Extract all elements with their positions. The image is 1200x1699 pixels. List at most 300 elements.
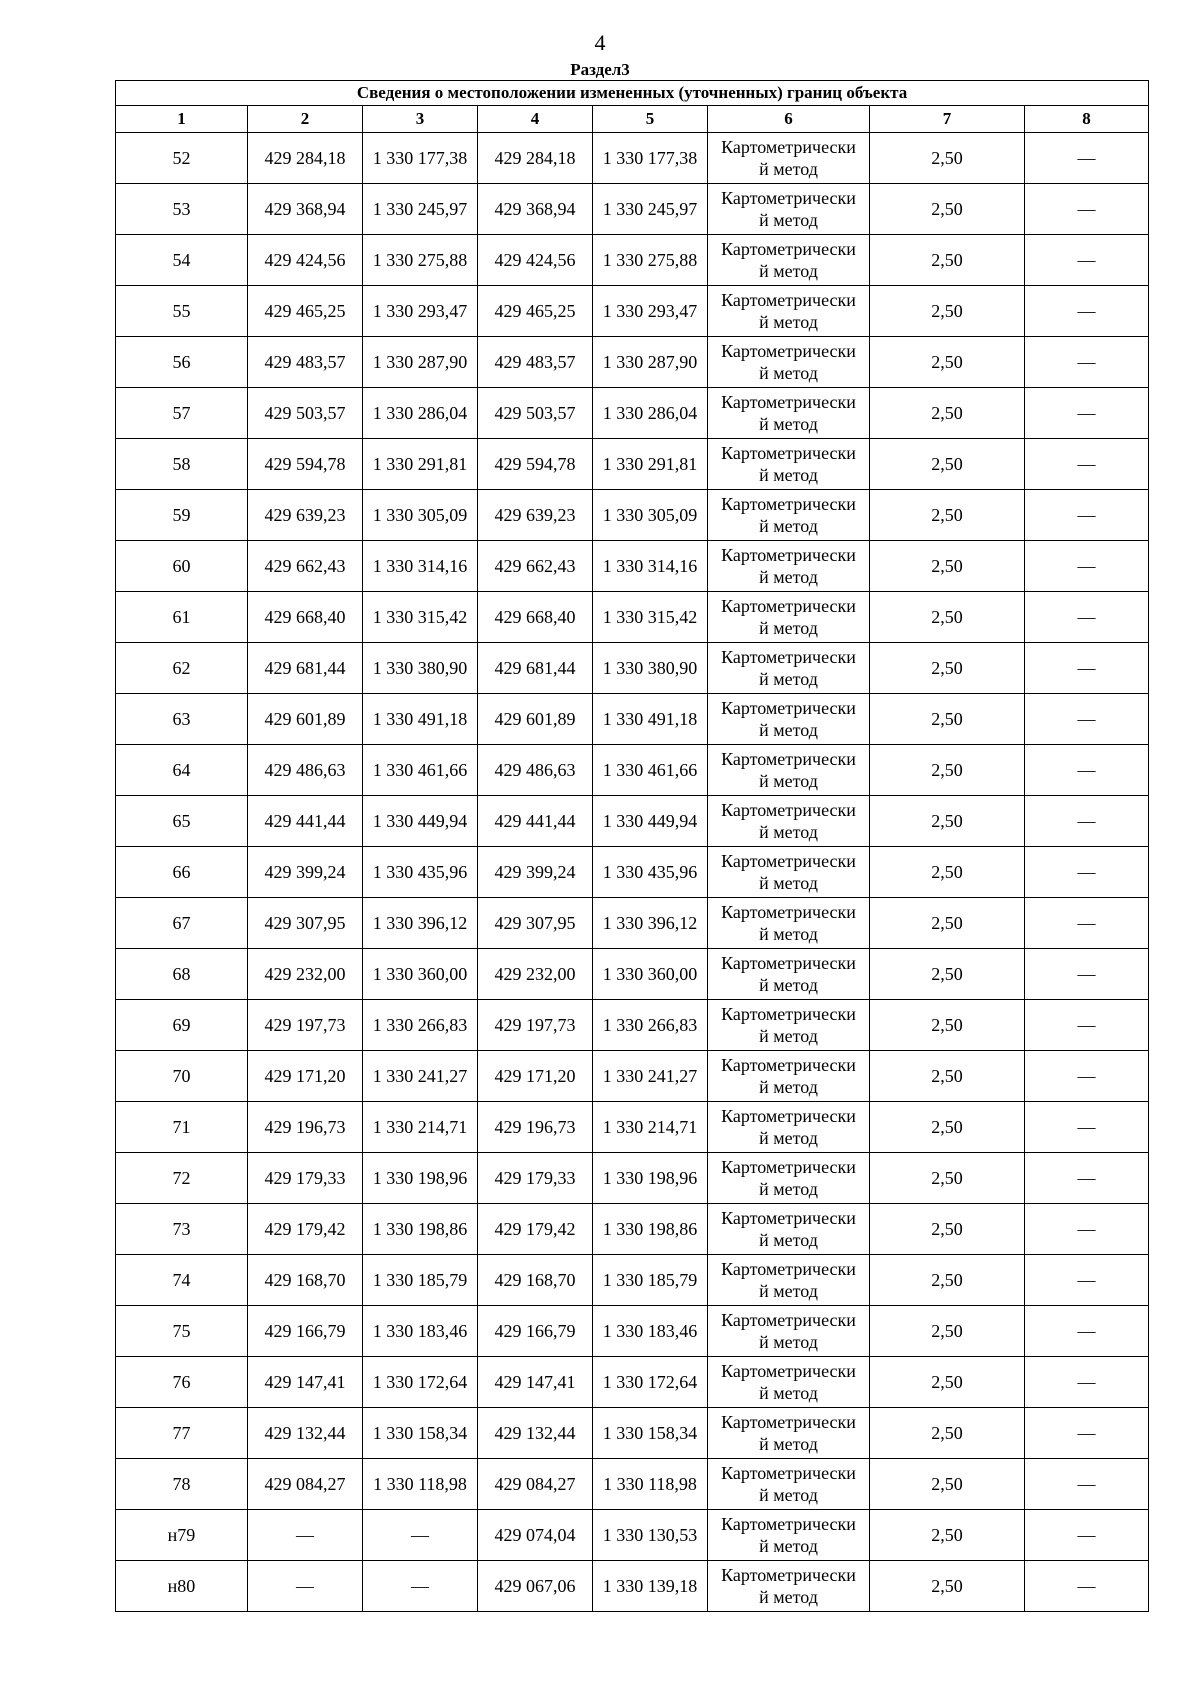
method-line-2: й метод	[759, 1026, 818, 1046]
method-cell	[708, 1000, 870, 1051]
x-old-cell: —	[248, 1561, 363, 1612]
description-cell: —	[1025, 1408, 1149, 1459]
x-old-cell: 429 424,56	[248, 235, 363, 286]
point-number-cell: 59	[116, 490, 248, 541]
y-new-cell: 1 330 435,96	[593, 847, 708, 898]
y-new-cell: 1 330 198,86	[593, 1204, 708, 1255]
description-cell: —	[1025, 1255, 1149, 1306]
x-old-cell: 429 601,89	[248, 694, 363, 745]
x-old-cell: 429 196,73	[248, 1102, 363, 1153]
x-new-cell: 429 307,95	[478, 898, 593, 949]
method-line-1: Картометрически	[721, 443, 856, 463]
x-old-cell: 429 441,44	[248, 796, 363, 847]
description-cell: —	[1025, 1459, 1149, 1510]
method-cell	[708, 184, 870, 235]
y-old-cell: 1 330 177,38	[363, 133, 478, 184]
table-row	[116, 847, 1149, 898]
accuracy-cell: 2,50	[870, 1510, 1025, 1561]
point-number-cell: 73	[116, 1204, 248, 1255]
description-cell: —	[1025, 337, 1149, 388]
description-cell: —	[1025, 1561, 1149, 1612]
accuracy-cell: 2,50	[870, 592, 1025, 643]
point-number-cell: 61	[116, 592, 248, 643]
description-cell: —	[1025, 643, 1149, 694]
method-line-2: й метод	[759, 618, 818, 638]
table-row	[116, 949, 1149, 1000]
y-new-cell: 1 330 183,46	[593, 1306, 708, 1357]
point-number-cell: 56	[116, 337, 248, 388]
x-old-cell: 429 307,95	[248, 898, 363, 949]
y-old-cell: 1 330 314,16	[363, 541, 478, 592]
method-line-2: й метод	[759, 363, 818, 383]
method-line-1: Картометрически	[721, 698, 856, 718]
description-cell: —	[1025, 1000, 1149, 1051]
point-number-cell: 60	[116, 541, 248, 592]
method-line-1: Картометрически	[721, 851, 856, 871]
method-line-1: Картометрически	[721, 1259, 856, 1279]
description-cell: —	[1025, 1357, 1149, 1408]
point-number-cell: 75	[116, 1306, 248, 1357]
method-line-1: Картометрически	[721, 290, 856, 310]
method-line-2: й метод	[759, 1077, 818, 1097]
page-number: 4	[594, 30, 606, 55]
x-new-cell: 429 166,79	[478, 1306, 593, 1357]
point-number-cell: 58	[116, 439, 248, 490]
x-old-cell: 429 639,23	[248, 490, 363, 541]
y-new-cell: 1 330 158,34	[593, 1408, 708, 1459]
method-line-1: Картометрически	[721, 749, 856, 769]
table-header-row	[116, 106, 1149, 133]
method-cell	[708, 592, 870, 643]
method-line-1: Картометрически	[721, 953, 856, 973]
x-old-cell: 429 132,44	[248, 1408, 363, 1459]
x-new-cell: 429 681,44	[478, 643, 593, 694]
description-cell: —	[1025, 592, 1149, 643]
y-old-cell: —	[363, 1561, 478, 1612]
point-number-cell: 71	[116, 1102, 248, 1153]
x-old-cell: 429 368,94	[248, 184, 363, 235]
method-cell	[708, 235, 870, 286]
y-old-cell: 1 330 380,90	[363, 643, 478, 694]
table-caption: Сведения о местоположении измененных (уточненных) границ объекта	[116, 81, 1149, 106]
column-header: 1	[116, 106, 248, 133]
x-new-cell: 429 662,43	[478, 541, 593, 592]
x-old-cell: 429 168,70	[248, 1255, 363, 1306]
table-row	[116, 184, 1149, 235]
description-cell: —	[1025, 949, 1149, 1000]
x-old-cell: 429 465,25	[248, 286, 363, 337]
method-line-2: й метод	[759, 1179, 818, 1199]
method-cell	[708, 1255, 870, 1306]
x-new-cell: 429 368,94	[478, 184, 593, 235]
x-new-cell: 429 441,44	[478, 796, 593, 847]
x-new-cell: 429 179,33	[478, 1153, 593, 1204]
x-old-cell: 429 179,42	[248, 1204, 363, 1255]
y-old-cell: 1 330 241,27	[363, 1051, 478, 1102]
x-old-cell: 429 147,41	[248, 1357, 363, 1408]
method-line-2: й метод	[759, 1128, 818, 1148]
method-cell	[708, 439, 870, 490]
y-new-cell: 1 330 293,47	[593, 286, 708, 337]
table-row	[116, 745, 1149, 796]
x-old-cell: 429 594,78	[248, 439, 363, 490]
y-old-cell: 1 330 396,12	[363, 898, 478, 949]
method-cell	[708, 745, 870, 796]
table-row	[116, 796, 1149, 847]
method-line-1: Картометрически	[721, 545, 856, 565]
description-cell: —	[1025, 796, 1149, 847]
method-cell	[708, 1357, 870, 1408]
accuracy-cell: 2,50	[870, 745, 1025, 796]
x-old-cell: 429 179,33	[248, 1153, 363, 1204]
point-number-cell: 57	[116, 388, 248, 439]
accuracy-cell: 2,50	[870, 235, 1025, 286]
y-new-cell: 1 330 198,96	[593, 1153, 708, 1204]
method-line-2: й метод	[759, 669, 818, 689]
y-old-cell: —	[363, 1510, 478, 1561]
y-old-cell: 1 330 158,34	[363, 1408, 478, 1459]
accuracy-cell: 2,50	[870, 439, 1025, 490]
point-number-cell: 78	[116, 1459, 248, 1510]
table-row	[116, 1306, 1149, 1357]
x-old-cell: 429 399,24	[248, 847, 363, 898]
y-new-cell: 1 330 185,79	[593, 1255, 708, 1306]
method-cell	[708, 1561, 870, 1612]
method-cell	[708, 133, 870, 184]
y-old-cell: 1 330 449,94	[363, 796, 478, 847]
y-old-cell: 1 330 305,09	[363, 490, 478, 541]
description-cell: —	[1025, 847, 1149, 898]
y-new-cell: 1 330 287,90	[593, 337, 708, 388]
accuracy-cell: 2,50	[870, 1408, 1025, 1459]
y-new-cell: 1 330 139,18	[593, 1561, 708, 1612]
y-old-cell: 1 330 286,04	[363, 388, 478, 439]
y-old-cell: 1 330 266,83	[363, 1000, 478, 1051]
accuracy-cell: 2,50	[870, 1102, 1025, 1153]
x-new-cell: 429 147,41	[478, 1357, 593, 1408]
method-line-2: й метод	[759, 822, 818, 842]
point-number-cell: 68	[116, 949, 248, 1000]
method-line-2: й метод	[759, 1587, 818, 1607]
method-cell	[708, 1510, 870, 1561]
method-line-1: Картометрически	[721, 239, 856, 259]
x-new-cell: 429 284,18	[478, 133, 593, 184]
y-old-cell: 1 330 183,46	[363, 1306, 478, 1357]
column-header: 6	[708, 106, 870, 133]
point-number-cell: 53	[116, 184, 248, 235]
x-new-cell: 429 639,23	[478, 490, 593, 541]
method-line-1: Картометрически	[721, 902, 856, 922]
table-row	[116, 643, 1149, 694]
description-cell: —	[1025, 286, 1149, 337]
description-cell: —	[1025, 1204, 1149, 1255]
method-line-2: й метод	[759, 1332, 818, 1352]
accuracy-cell: 2,50	[870, 388, 1025, 439]
method-line-1: Картометрически	[721, 1361, 856, 1381]
method-line-2: й метод	[759, 873, 818, 893]
boundary-coordinates-table	[115, 80, 1149, 1612]
x-old-cell: 429 232,00	[248, 949, 363, 1000]
x-new-cell: 429 503,57	[478, 388, 593, 439]
method-line-2: й метод	[759, 261, 818, 281]
table-row	[116, 286, 1149, 337]
table-row	[116, 592, 1149, 643]
y-new-cell: 1 330 286,04	[593, 388, 708, 439]
x-new-cell: 429 067,06	[478, 1561, 593, 1612]
method-cell	[708, 643, 870, 694]
method-line-2: й метод	[759, 516, 818, 536]
method-line-2: й метод	[759, 1230, 818, 1250]
method-line-1: Картометрически	[721, 1055, 856, 1075]
y-new-cell: 1 330 314,16	[593, 541, 708, 592]
x-old-cell: 429 486,63	[248, 745, 363, 796]
method-line-1: Картометрически	[721, 800, 856, 820]
table-row	[116, 1204, 1149, 1255]
description-cell: —	[1025, 490, 1149, 541]
x-old-cell: 429 668,40	[248, 592, 363, 643]
point-number-cell: 65	[116, 796, 248, 847]
method-line-1: Картометрически	[721, 1106, 856, 1126]
x-old-cell: 429 197,73	[248, 1000, 363, 1051]
x-old-cell: 429 166,79	[248, 1306, 363, 1357]
y-old-cell: 1 330 360,00	[363, 949, 478, 1000]
method-line-1: Картометрически	[721, 341, 856, 361]
method-line-2: й метод	[759, 567, 818, 587]
method-cell	[708, 1102, 870, 1153]
y-new-cell: 1 330 241,27	[593, 1051, 708, 1102]
point-number-cell: 69	[116, 1000, 248, 1051]
method-cell	[708, 1204, 870, 1255]
point-number-cell: 64	[116, 745, 248, 796]
table-row	[116, 1357, 1149, 1408]
section-title: Раздел3	[570, 60, 630, 79]
method-cell	[708, 694, 870, 745]
x-old-cell: 429 662,43	[248, 541, 363, 592]
accuracy-cell: 2,50	[870, 184, 1025, 235]
method-line-2: й метод	[759, 1281, 818, 1301]
accuracy-cell: 2,50	[870, 1204, 1025, 1255]
method-line-1: Картометрически	[721, 1514, 856, 1534]
table-row	[116, 1051, 1149, 1102]
column-header: 3	[363, 106, 478, 133]
y-new-cell: 1 330 315,42	[593, 592, 708, 643]
point-number-cell: 67	[116, 898, 248, 949]
x-new-cell: 429 179,42	[478, 1204, 593, 1255]
x-new-cell: 429 074,04	[478, 1510, 593, 1561]
method-cell	[708, 388, 870, 439]
accuracy-cell: 2,50	[870, 1255, 1025, 1306]
accuracy-cell: 2,50	[870, 694, 1025, 745]
accuracy-cell: 2,50	[870, 1153, 1025, 1204]
y-new-cell: 1 330 177,38	[593, 133, 708, 184]
table-row	[116, 898, 1149, 949]
y-new-cell: 1 330 266,83	[593, 1000, 708, 1051]
y-old-cell: 1 330 491,18	[363, 694, 478, 745]
accuracy-cell: 2,50	[870, 1051, 1025, 1102]
method-line-2: й метод	[759, 465, 818, 485]
point-number-cell: 55	[116, 286, 248, 337]
method-line-2: й метод	[759, 924, 818, 944]
y-old-cell: 1 330 293,47	[363, 286, 478, 337]
method-cell	[708, 490, 870, 541]
method-line-2: й метод	[759, 1485, 818, 1505]
x-new-cell: 429 486,63	[478, 745, 593, 796]
table-row	[116, 1153, 1149, 1204]
description-cell: —	[1025, 1102, 1149, 1153]
x-new-cell: 429 594,78	[478, 439, 593, 490]
y-old-cell: 1 330 118,98	[363, 1459, 478, 1510]
method-line-1: Картометрически	[721, 1208, 856, 1228]
column-header: 7	[870, 106, 1025, 133]
description-cell: —	[1025, 1051, 1149, 1102]
y-new-cell: 1 330 245,97	[593, 184, 708, 235]
accuracy-cell: 2,50	[870, 133, 1025, 184]
y-new-cell: 1 330 380,90	[593, 643, 708, 694]
description-cell: —	[1025, 541, 1149, 592]
description-cell: —	[1025, 184, 1149, 235]
description-cell: —	[1025, 388, 1149, 439]
description-cell: —	[1025, 1510, 1149, 1561]
method-cell	[708, 1051, 870, 1102]
method-line-1: Картометрически	[721, 1412, 856, 1432]
y-old-cell: 1 330 435,96	[363, 847, 478, 898]
x-new-cell: 429 601,89	[478, 694, 593, 745]
method-line-1: Картометрически	[721, 494, 856, 514]
method-line-1: Картометрически	[721, 1310, 856, 1330]
method-line-2: й метод	[759, 975, 818, 995]
table-row	[116, 1408, 1149, 1459]
table-row	[116, 1561, 1149, 1612]
point-number-cell: 54	[116, 235, 248, 286]
table-row	[116, 439, 1149, 490]
point-number-cell: н79	[116, 1510, 248, 1561]
accuracy-cell: 2,50	[870, 1561, 1025, 1612]
x-new-cell: 429 196,73	[478, 1102, 593, 1153]
table-row	[116, 1510, 1149, 1561]
method-cell	[708, 847, 870, 898]
table-row	[116, 235, 1149, 286]
accuracy-cell: 2,50	[870, 1306, 1025, 1357]
accuracy-cell: 2,50	[870, 286, 1025, 337]
x-new-cell: 429 171,20	[478, 1051, 593, 1102]
y-new-cell: 1 330 291,81	[593, 439, 708, 490]
accuracy-cell: 2,50	[870, 796, 1025, 847]
x-old-cell: 429 483,57	[248, 337, 363, 388]
table-row	[116, 1000, 1149, 1051]
point-number-cell: 70	[116, 1051, 248, 1102]
x-new-cell: 429 132,44	[478, 1408, 593, 1459]
method-line-2: й метод	[759, 1434, 818, 1454]
accuracy-cell: 2,50	[870, 541, 1025, 592]
x-old-cell: 429 503,57	[248, 388, 363, 439]
y-old-cell: 1 330 315,42	[363, 592, 478, 643]
method-cell	[708, 337, 870, 388]
method-cell	[708, 898, 870, 949]
y-old-cell: 1 330 198,96	[363, 1153, 478, 1204]
y-new-cell: 1 330 172,64	[593, 1357, 708, 1408]
table-row	[116, 1459, 1149, 1510]
method-cell	[708, 796, 870, 847]
x-old-cell: 429 681,44	[248, 643, 363, 694]
description-cell: —	[1025, 1306, 1149, 1357]
x-new-cell: 429 232,00	[478, 949, 593, 1000]
method-line-2: й метод	[759, 771, 818, 791]
y-new-cell: 1 330 396,12	[593, 898, 708, 949]
y-old-cell: 1 330 245,97	[363, 184, 478, 235]
column-header: 4	[478, 106, 593, 133]
x-new-cell: 429 168,70	[478, 1255, 593, 1306]
y-old-cell: 1 330 214,71	[363, 1102, 478, 1153]
y-new-cell: 1 330 305,09	[593, 490, 708, 541]
description-cell: —	[1025, 133, 1149, 184]
x-new-cell: 429 668,40	[478, 592, 593, 643]
column-header: 2	[248, 106, 363, 133]
x-new-cell: 429 465,25	[478, 286, 593, 337]
y-new-cell: 1 330 491,18	[593, 694, 708, 745]
y-new-cell: 1 330 461,66	[593, 745, 708, 796]
method-line-2: й метод	[759, 210, 818, 230]
x-old-cell: 429 284,18	[248, 133, 363, 184]
x-new-cell: 429 197,73	[478, 1000, 593, 1051]
accuracy-cell: 2,50	[870, 847, 1025, 898]
description-cell: —	[1025, 694, 1149, 745]
description-cell: —	[1025, 439, 1149, 490]
x-old-cell: —	[248, 1510, 363, 1561]
column-header: 5	[593, 106, 708, 133]
point-number-cell: 74	[116, 1255, 248, 1306]
point-number-cell: 62	[116, 643, 248, 694]
method-line-1: Картометрически	[721, 392, 856, 412]
column-header: 8	[1025, 106, 1149, 133]
method-cell	[708, 1459, 870, 1510]
method-line-1: Картометрически	[721, 647, 856, 667]
description-cell: —	[1025, 745, 1149, 796]
table-row	[116, 1255, 1149, 1306]
accuracy-cell: 2,50	[870, 1459, 1025, 1510]
y-new-cell: 1 330 275,88	[593, 235, 708, 286]
x-old-cell: 429 084,27	[248, 1459, 363, 1510]
table-row	[116, 490, 1149, 541]
accuracy-cell: 2,50	[870, 1357, 1025, 1408]
method-line-1: Картометрически	[721, 1565, 856, 1585]
point-number-cell: 66	[116, 847, 248, 898]
method-line-2: й метод	[759, 312, 818, 332]
method-line-2: й метод	[759, 720, 818, 740]
description-cell: —	[1025, 898, 1149, 949]
y-new-cell: 1 330 214,71	[593, 1102, 708, 1153]
table-row	[116, 133, 1149, 184]
method-cell	[708, 541, 870, 592]
y-old-cell: 1 330 185,79	[363, 1255, 478, 1306]
accuracy-cell: 2,50	[870, 949, 1025, 1000]
table-row	[116, 388, 1149, 439]
method-cell	[708, 1153, 870, 1204]
point-number-cell: 77	[116, 1408, 248, 1459]
table-row	[116, 1102, 1149, 1153]
y-old-cell: 1 330 291,81	[363, 439, 478, 490]
x-new-cell: 429 424,56	[478, 235, 593, 286]
accuracy-cell: 2,50	[870, 643, 1025, 694]
method-line-1: Картометрически	[721, 188, 856, 208]
y-old-cell: 1 330 287,90	[363, 337, 478, 388]
y-old-cell: 1 330 198,86	[363, 1204, 478, 1255]
method-line-1: Картометрически	[721, 1004, 856, 1024]
accuracy-cell: 2,50	[870, 1000, 1025, 1051]
point-number-cell: 76	[116, 1357, 248, 1408]
point-number-cell: 63	[116, 694, 248, 745]
method-cell	[708, 949, 870, 1000]
point-number-cell: 72	[116, 1153, 248, 1204]
